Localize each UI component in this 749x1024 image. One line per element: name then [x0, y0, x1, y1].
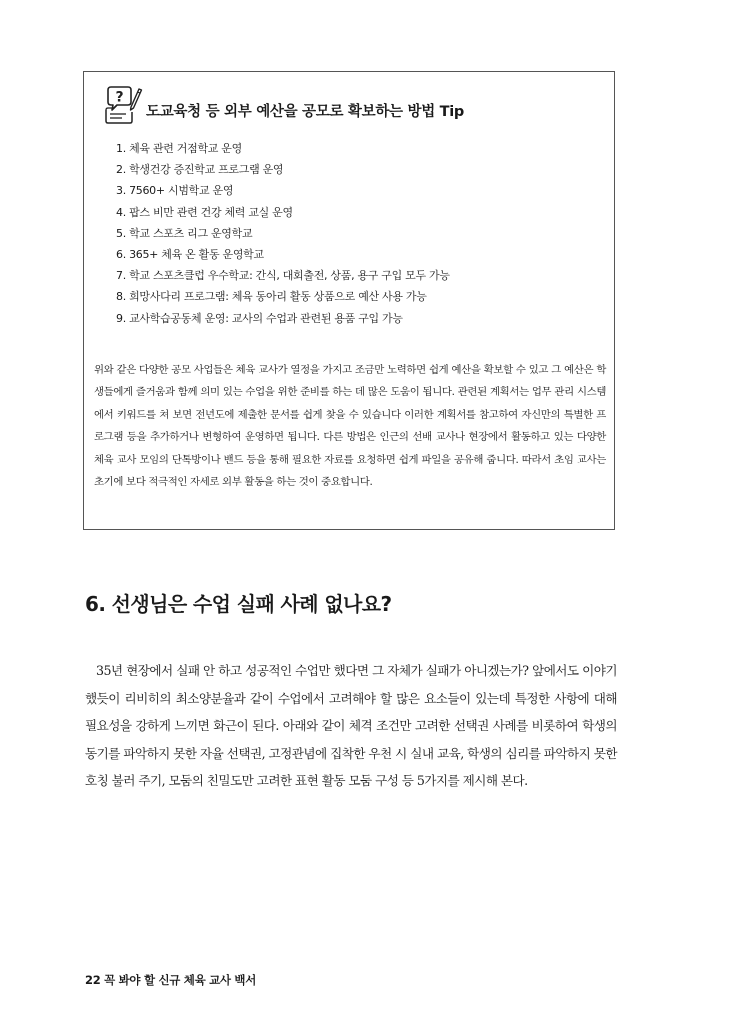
tip-summary: 위와 같은 다양한 공모 사업들은 체육 교사가 열정을 가지고 조금만 노력하면 쉽게 예산을 확보할 수 있고 그 예산은 학생들에게 즐거움과 함께 의미 있는 수업을 위한 준비를 하는 데 많은 도움이 됩니다. 관련된 계획서는 업무 관리 시스템에서 키워드를 쳐 보면 전년도에 제출한 문서를 쉽게 찾을 수 있습니다 이러한 계획서를 참고하여 자신만의 특별한 프로그램 등을 추가하거나 변형하여 운영하면 됩니다. 다른 방법은 인근의 선배 교사나 현장에서 활동하고 있는 다양한 체육 교사 모임의 단톡방이나 밴드 등을 통해 필요한 자료를 요청하면 쉽게 파일을 공유해 줍니다. 따라서 초임 교사는 초기에 보다 적극적인 자세로 외부 활동을 하는 것이 중요합니다. [94, 364, 607, 489]
body-paragraph: 35년 현장에서 실패 안 하고 성공적인 수업만 했다면 그 자체가 실패가 아니겠는가? 앞에서도 이야기했듯이 리비히의 최소양분율과 같이 수업에서 고려해야 할 많은 요소들이 있는데 특정한 사항에 대해 필요성을 강하게 느끼면 화근이 된다. 아래와 같이 체격 조건만 고려한 선택권 사례를 비롯하여 학생의 동기를 파악하지 못한 자율 선택권, 고정관념에 집착한 우천 시 실내 교육, 학생의 심리를 파악하지 못한 호칭 불러 주기, 모둠의 친밀도만 고려한 표현 활동 모둠 구성 등 5가지를 제시해 본다. [85, 663, 617, 788]
tip-box [83, 71, 615, 530]
tip-list [116, 138, 450, 329]
tip-header [104, 85, 464, 125]
list-item: 9. 교사학습공동체 운영: 교사의 수업과 관련된 용품 구입 가능 [116, 311, 403, 325]
page-footer: 22 꼭 봐야 할 신규 체육 교사 백서 [85, 973, 257, 987]
list-item: 5. 학교 스포츠 리그 운영학교 [116, 226, 253, 240]
tip-title: 도교육청 등 외부 예산을 공모로 확보하는 방법 Tip [146, 104, 465, 120]
question-bubble-pencil-icon [104, 85, 144, 125]
list-item: 1. 체육 관련 거점학교 운영 [116, 142, 242, 155]
list-item: 3. 7560+ 시범학교 운영 [116, 184, 234, 198]
list-item: 2. 학생건강 증진학교 프로그램 운영 [116, 163, 284, 177]
section-heading: 6. 선생님은 수업 실패 사례 없나요? [85, 592, 392, 616]
list-item: 6. 365+ 체육 온 활동 운영학교 [116, 248, 264, 262]
list-item: 8. 희망사다리 프로그램: 체육 동아리 활동 상품으로 예산 사용 가능 [116, 290, 427, 304]
svg-text:?: ? [115, 89, 124, 106]
list-item: 7. 학교 스포츠클럽 우수학교: 간식, 대회출전, 상품, 용구 구입 모두 가능 [116, 269, 450, 283]
list-item: 4. 팝스 비만 관련 건강 체력 교실 운영 [116, 205, 293, 219]
